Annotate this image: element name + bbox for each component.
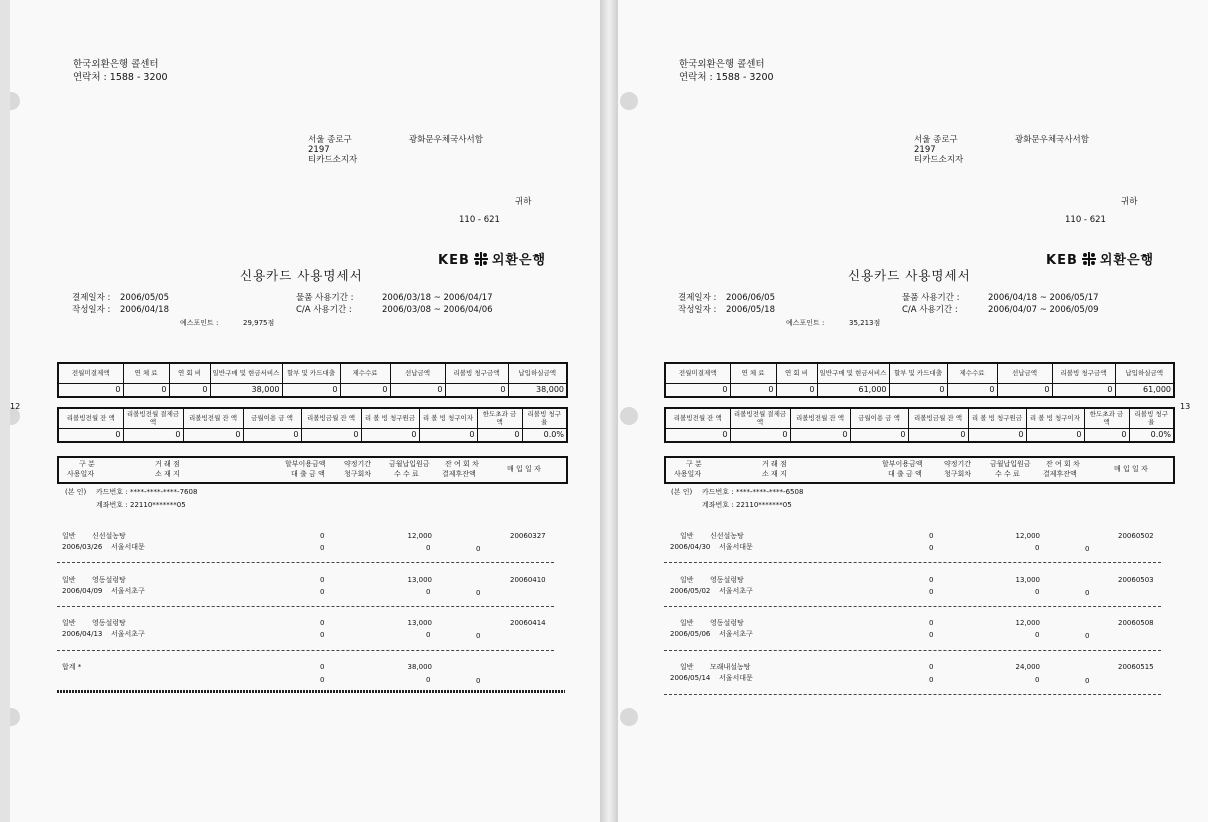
tx-date: 2006/05/06 (670, 630, 711, 638)
tx-type: 일반 (680, 576, 694, 584)
col-fee: 수 수 료 (995, 470, 1020, 478)
col-use-date: 사용일자 (67, 470, 95, 478)
revolving-header: 리볼빙전월 결제금액 (123, 408, 183, 428)
logo-korean: 외환은행 (1099, 253, 1155, 268)
write-date: 2006/05/18 (726, 305, 775, 315)
tx-type: 일반 (62, 532, 76, 540)
goods-period-label: 물품 사용기간 : (296, 293, 354, 303)
tx-amount: 24,000 (1015, 663, 1040, 671)
revolving-header: 리볼빙전월 잔 액 (58, 408, 123, 428)
summary-header: 연 회 비 (169, 363, 210, 383)
row-divider (664, 650, 1161, 651)
revolving-header: 리볼빙전월 결제금액 (730, 408, 790, 428)
total-fee: 0 (426, 676, 431, 684)
address-line1: 서울 종로구 (914, 135, 958, 145)
statement-page-right (618, 0, 1208, 822)
tx-type: 일반 (680, 663, 694, 671)
summary-value: 0 (282, 383, 340, 397)
row-divider (57, 562, 554, 563)
revolving-header: 리 볼 빙 청구원금 (361, 408, 419, 428)
col-use-date: 사용일자 (674, 470, 702, 478)
tx-fee: 0 (426, 631, 431, 639)
revolving-value: 0 (968, 428, 1026, 442)
keb-logo (1046, 249, 1154, 268)
tx-date: 2006/04/30 (670, 543, 711, 551)
ca-period-label: C/A 사용기간 : (296, 305, 352, 315)
summary-header: 리볼빙 청구금액 (1052, 363, 1115, 383)
points-value: 29,975점 (243, 319, 275, 327)
summary-value: 61,000 (1115, 383, 1174, 397)
tx-amount: 13,000 (407, 619, 432, 627)
tx-merchant: 영동설렁탕 (92, 619, 126, 627)
summary-header: 납입하실금액 (508, 363, 567, 383)
honorific: 귀하 (1121, 197, 1138, 207)
tx-purchase-date: 20060503 (1118, 576, 1154, 584)
settle-date: 2006/06/05 (726, 293, 775, 303)
tx-loan: 0 (320, 631, 325, 639)
tx-fee: 0 (1035, 544, 1040, 552)
col-installment: 할부이용금액 (285, 460, 326, 468)
col-merchant: 거 래 점 (762, 460, 787, 468)
revolving-value: 0 (477, 428, 522, 442)
row-divider (664, 562, 1161, 563)
transactions-header (664, 456, 1175, 484)
billing-summary-table (57, 362, 568, 398)
summary-header: 할부 및 카드대출 (889, 363, 947, 383)
total-label: 합계 * (62, 663, 82, 671)
points-label: 예스포인트 : (180, 319, 219, 327)
tx-amount: 12,000 (1015, 532, 1040, 540)
tx-installment: 0 (320, 619, 325, 627)
summary-header: 일반구매 및 현금서비스 (210, 363, 282, 383)
col-remaining-rounds: 잔 여 회 차 (445, 460, 479, 468)
settle-date-label: 결제일자 : (72, 293, 111, 303)
bank-call-center: 한국외환은행 콜센터 (679, 59, 765, 70)
address-po-box: 광화문우체국사서함 (1015, 135, 1089, 145)
revolving-header: 리볼빙전월 잔 액 (790, 408, 850, 428)
statement-end-line (57, 690, 565, 693)
address-line3: 티카드소지자 (914, 155, 964, 165)
tx-installment: 0 (929, 619, 934, 627)
tx-location: 서울서대문 (111, 543, 145, 551)
tx-remaining: 0 (476, 545, 481, 553)
summary-value: 0 (776, 383, 817, 397)
col-balance: 결제후잔액 (1043, 470, 1077, 478)
summary-value: 0 (123, 383, 169, 397)
tx-remaining: 0 (476, 589, 481, 597)
address-line2: 2197 (914, 145, 936, 155)
tx-purchase-date: 20060327 (510, 532, 546, 540)
document-title: 신용카드 사용명세서 (848, 268, 971, 283)
bank-call-center: 한국외환은행 콜센터 (73, 59, 159, 70)
summary-value: 0 (947, 383, 997, 397)
address-line3: 티카드소지자 (308, 155, 358, 165)
revolving-header: 한도초과 금 액 (477, 408, 522, 428)
billing-summary-table (664, 362, 1175, 398)
tx-installment: 0 (929, 663, 934, 671)
tx-date: 2006/04/09 (62, 587, 103, 595)
summary-header: 리볼빙 청구금액 (445, 363, 508, 383)
summary-header: 전월미결제액 (58, 363, 123, 383)
card-owner-label: (본 인) (671, 488, 693, 496)
summary-header: 납입하실금액 (1115, 363, 1174, 383)
keb-flower-icon (473, 252, 489, 266)
tx-loan: 0 (929, 544, 934, 552)
keb-flower-icon (1081, 252, 1097, 266)
tx-purchase-date: 20060515 (1118, 663, 1154, 671)
account-label: 계좌번호 : (96, 501, 128, 509)
address-line1: 서울 종로구 (308, 135, 352, 145)
goods-period: 2006/03/18 ~ 2006/04/17 (382, 293, 493, 303)
revolving-value: 0 (665, 428, 730, 442)
page-gutter (600, 0, 618, 822)
account-number: 22110*******05 (130, 501, 186, 509)
tx-purchase-date: 20060414 (510, 619, 546, 627)
tx-merchant: 영동설렁탕 (710, 619, 744, 627)
revolving-value: 0 (730, 428, 790, 442)
write-date: 2006/04/18 (120, 305, 169, 315)
summary-header: 선납금액 (390, 363, 445, 383)
col-remaining-rounds: 잔 여 회 차 (1046, 460, 1080, 468)
tx-loan: 0 (320, 588, 325, 596)
logo-korean: 외환은행 (491, 253, 547, 268)
tx-loan: 0 (929, 631, 934, 639)
tx-type: 일반 (680, 619, 694, 627)
tx-fee: 0 (426, 544, 431, 552)
tx-amount: 13,000 (407, 576, 432, 584)
tx-remaining: 0 (1085, 589, 1090, 597)
tx-amount: 12,000 (407, 532, 432, 540)
col-principal: 금월납입원금 (990, 460, 1031, 468)
tx-installment: 0 (929, 576, 934, 584)
ca-period: 2006/04/07 ~ 2006/05/09 (988, 305, 1099, 315)
tx-location: 서울서초구 (111, 587, 145, 595)
col-billing-round: 청구회차 (944, 470, 972, 478)
summary-value: 0 (390, 383, 445, 397)
logo-latin: KEB (1046, 253, 1078, 268)
card-number-label: 카드번호 : (702, 488, 734, 496)
goods-period: 2006/04/18 ~ 2006/05/17 (988, 293, 1099, 303)
revolving-header: 리 볼 빙 청구원금 (968, 408, 1026, 428)
tx-type: 일반 (62, 619, 76, 627)
tx-merchant: 영동설렁탕 (710, 576, 744, 584)
summary-header: 제수수료 (947, 363, 997, 383)
tx-remaining: 0 (1085, 632, 1090, 640)
card-number-label: 카드번호 : (96, 488, 128, 496)
total-amount: 38,000 (407, 663, 432, 671)
tx-remaining: 0 (476, 632, 481, 640)
tx-fee: 0 (1035, 631, 1040, 639)
summary-value: 0 (169, 383, 210, 397)
revolving-header: 리볼빙금월 잔 액 (301, 408, 361, 428)
summary-value: 38,000 (210, 383, 282, 397)
punch-hole (620, 92, 638, 110)
revolving-table (664, 407, 1175, 443)
tx-amount: 12,000 (1015, 619, 1040, 627)
revolving-header: 리볼빙전월 잔 액 (665, 408, 730, 428)
row-divider (57, 650, 554, 651)
tx-fee: 0 (1035, 588, 1040, 596)
statement-page-left (10, 0, 600, 822)
tx-purchase-date: 20060410 (510, 576, 546, 584)
account-label: 계좌번호 : (702, 501, 734, 509)
revolving-header: 리 볼 빙 청구이자 (1026, 408, 1084, 428)
write-date-label: 작성일자 : (72, 305, 111, 315)
summary-value: 38,000 (508, 383, 567, 397)
col-term: 약정기간 (344, 460, 372, 468)
bank-contact: 연락처 : 1588 - 3200 (73, 72, 168, 83)
revolving-value: 0 (58, 428, 123, 442)
tx-purchase-date: 20060508 (1118, 619, 1154, 627)
transactions-header (57, 456, 568, 484)
tx-installment: 0 (929, 532, 934, 540)
summary-header: 할부 및 카드대출 (282, 363, 340, 383)
col-installment: 할부이용금액 (882, 460, 923, 468)
revolving-value: 0 (419, 428, 477, 442)
tx-location: 서울서초구 (719, 587, 753, 595)
tx-type: 일반 (62, 576, 76, 584)
revolving-header: 리볼빙 청구율 (1129, 408, 1174, 428)
tx-merchant: 신선설농탕 (710, 532, 744, 540)
punch-hole (10, 92, 20, 110)
summary-value: 0 (445, 383, 508, 397)
tx-date: 2006/05/14 (670, 674, 711, 682)
revolving-value: 0 (850, 428, 908, 442)
col-term: 약정기간 (944, 460, 972, 468)
col-purchase-date: 매 입 일 자 (507, 465, 541, 473)
card-number: ****-****-****-6508 (736, 488, 804, 496)
goods-period-label: 물품 사용기간 : (902, 293, 960, 303)
col-balance: 결제후잔액 (442, 470, 476, 478)
tx-amount: 13,000 (1015, 576, 1040, 584)
col-location: 소 재 지 (762, 470, 787, 478)
points-label: 예스포인트 : (786, 319, 825, 327)
col-loan: 대 출 금 액 (291, 470, 325, 478)
tx-merchant: 신선설농탕 (92, 532, 126, 540)
col-fee: 수 수 료 (394, 470, 419, 478)
revolving-value: 0 (243, 428, 301, 442)
document-title: 신용카드 사용명세서 (240, 268, 363, 283)
keb-logo (438, 249, 546, 268)
summary-value: 0 (58, 383, 123, 397)
revolving-value: 0 (1084, 428, 1129, 442)
revolving-table (57, 407, 568, 443)
row-divider (664, 606, 1161, 607)
punch-hole (10, 708, 20, 726)
revolving-value: 0 (361, 428, 419, 442)
tx-installment: 0 (320, 576, 325, 584)
revolving-header: 리볼빙전월 잔 액 (183, 408, 243, 428)
ca-period-label: C/A 사용기간 : (902, 305, 958, 315)
col-category: 구 분 (686, 460, 702, 468)
card-number: ****-****-****-7608 (130, 488, 198, 496)
tx-date: 2006/05/02 (670, 587, 711, 595)
total-installment: 0 (320, 663, 325, 671)
tx-remaining: 0 (1085, 545, 1090, 553)
tx-location: 서울서대문 (719, 674, 753, 682)
bank-contact: 연락처 : 1588 - 3200 (679, 72, 774, 83)
settle-date-label: 결제일자 : (678, 293, 717, 303)
punch-hole (620, 708, 638, 726)
col-principal: 금월납입원금 (389, 460, 430, 468)
summary-value: 0 (340, 383, 390, 397)
tx-loan: 0 (320, 544, 325, 552)
col-billing-round: 청구회차 (344, 470, 372, 478)
summary-value: 0 (1052, 383, 1115, 397)
tx-date: 2006/03/26 (62, 543, 103, 551)
tx-loan: 0 (929, 588, 934, 596)
address-line2: 2197 (308, 145, 330, 155)
summary-header: 선납금액 (997, 363, 1052, 383)
revolving-value: 0 (1026, 428, 1084, 442)
summary-value: 0 (665, 383, 730, 397)
summary-header: 전월미결제액 (665, 363, 730, 383)
tx-installment: 0 (320, 532, 325, 540)
account-number: 22110*******05 (736, 501, 792, 509)
tx-location: 서울서초구 (719, 630, 753, 638)
address-po-box: 광화문우체국사서함 (409, 135, 483, 145)
tx-location: 서울서대문 (719, 543, 753, 551)
settle-date: 2006/05/05 (120, 293, 169, 303)
revolving-header: 리볼빙 청구율 (522, 408, 567, 428)
tx-merchant: 모래내설농탕 (710, 663, 751, 671)
revolving-value: 0 (123, 428, 183, 442)
postcode: 110 - 621 (459, 215, 500, 225)
summary-value: 0 (730, 383, 776, 397)
revolving-header: 금월이용 금 액 (850, 408, 908, 428)
summary-header: 일반구매 및 현금서비스 (817, 363, 889, 383)
row-divider (664, 694, 1161, 695)
summary-header: 연 회 비 (776, 363, 817, 383)
summary-header: 제수수료 (340, 363, 390, 383)
tx-loan: 0 (929, 676, 934, 684)
summary-value: 0 (889, 383, 947, 397)
revolving-value: 0.0% (522, 428, 567, 442)
revolving-value: 0 (301, 428, 361, 442)
logo-latin: KEB (438, 253, 470, 268)
tx-remaining: 0 (1085, 677, 1090, 685)
total-loan: 0 (320, 676, 325, 684)
revolving-value: 0 (183, 428, 243, 442)
revolving-header: 금월이용 금 액 (243, 408, 301, 428)
tx-location: 서울서초구 (111, 630, 145, 638)
col-location: 소 재 지 (155, 470, 180, 478)
revolving-header: 리볼빙금월 잔 액 (908, 408, 968, 428)
points-value: 35,213점 (849, 319, 881, 327)
revolving-header: 리 볼 빙 청구이자 (419, 408, 477, 428)
tx-fee: 0 (1035, 676, 1040, 684)
summary-header: 연 체 료 (123, 363, 169, 383)
revolving-value: 0.0% (1129, 428, 1174, 442)
write-date-label: 작성일자 : (678, 305, 717, 315)
summary-value: 0 (997, 383, 1052, 397)
total-remaining: 0 (476, 677, 481, 685)
revolving-value: 0 (790, 428, 850, 442)
ca-period: 2006/03/08 ~ 2006/04/06 (382, 305, 493, 315)
tx-type: 일반 (680, 532, 694, 540)
tx-fee: 0 (426, 588, 431, 596)
row-divider (57, 606, 554, 607)
revolving-value: 0 (908, 428, 968, 442)
tx-merchant: 영동설렁탕 (92, 576, 126, 584)
card-owner-label: (본 인) (65, 488, 87, 496)
side-page-number: 12 (10, 402, 21, 411)
punch-hole (620, 407, 638, 425)
col-loan: 대 출 금 액 (888, 470, 922, 478)
summary-header: 연 체 료 (730, 363, 776, 383)
col-category: 구 분 (79, 460, 95, 468)
honorific: 귀하 (515, 197, 532, 207)
col-merchant: 거 래 점 (155, 460, 180, 468)
tx-date: 2006/04/13 (62, 630, 103, 638)
side-page-number: 13 (1180, 402, 1191, 411)
revolving-header: 한도초과 금 액 (1084, 408, 1129, 428)
col-purchase-date: 매 입 일 자 (1114, 465, 1148, 473)
postcode: 110 - 621 (1065, 215, 1106, 225)
tx-purchase-date: 20060502 (1118, 532, 1154, 540)
summary-value: 61,000 (817, 383, 889, 397)
